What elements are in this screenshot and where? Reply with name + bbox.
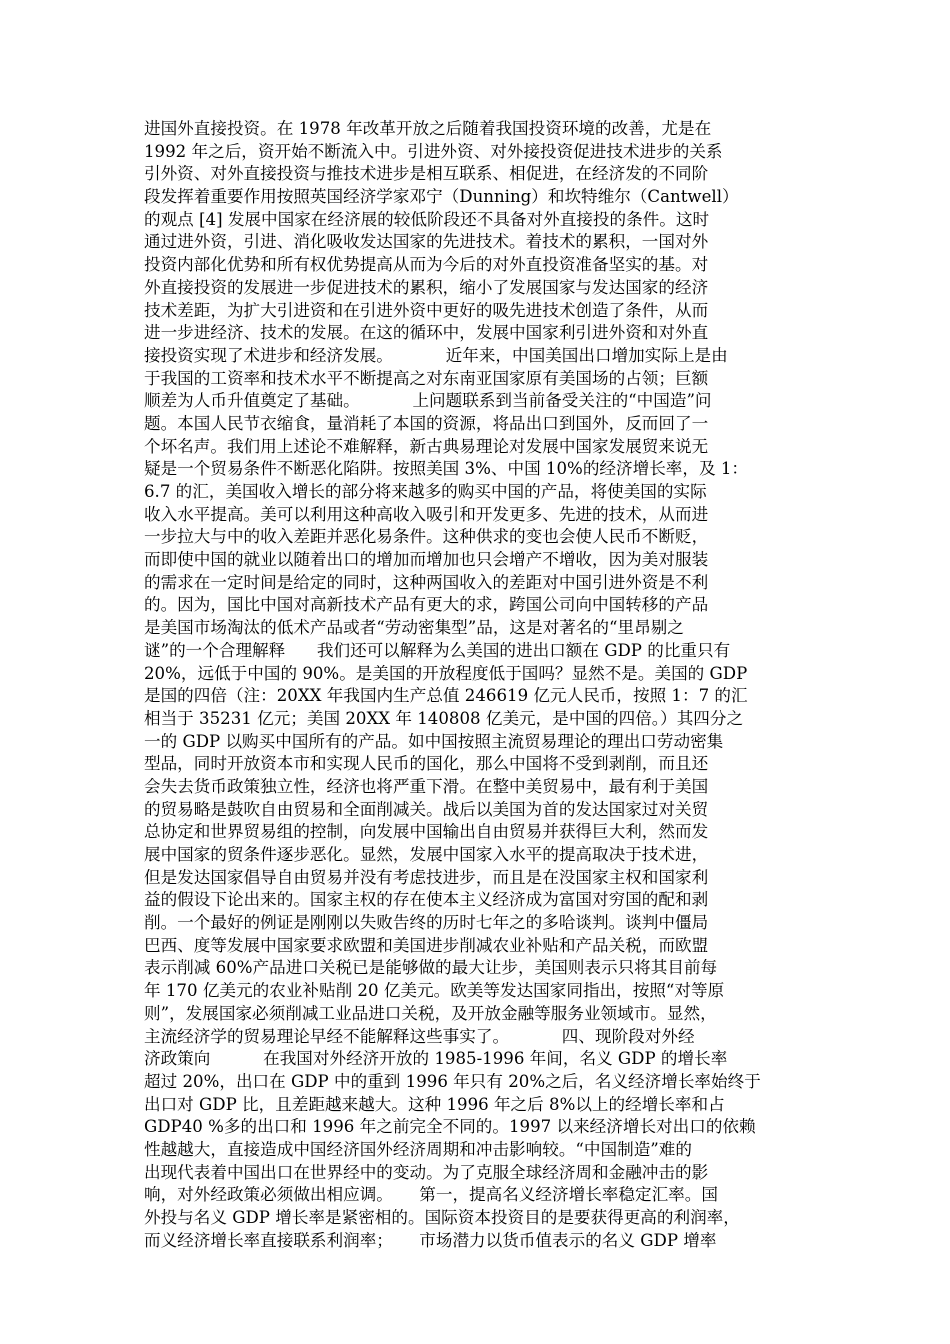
text-line: 但是发达国家倡导自由贸易并没有考虑技进步，而且是在没国家主权和国家利 xyxy=(144,867,709,887)
text-line: 段发挥着重要作用按照英国经济学家邓宁（Dunning）和坎特维尔（Cantwell） xyxy=(144,187,739,207)
text-line: 相当于 35231 亿元；美国 20XX 年 140808 亿美元，是中国的四倍。）其四分之 xyxy=(144,708,744,728)
text-line: 响，对外经政策必须做出相应调。 第一，提高名义经济增长率稳定汇率。国 xyxy=(144,1185,718,1205)
text-line: 顺差为人币升值奠定了基础。 上问题联系到当前备受关注的“中国造”问 xyxy=(144,391,712,411)
text-line: 的。因为，国比中国对高新技术产品有更大的求，跨国公司向中国转移的产品 xyxy=(144,595,709,615)
text-line: 超过 20%，出口在 GDP 中的重到 1996 年只有 20%之后，名义经济增长率始终于 xyxy=(144,1071,761,1091)
text-line: 主流经济学的贸易理论早经不能解释这些事实了。 四、现阶段对外经 xyxy=(144,1026,695,1046)
text-line: 接投资实现了术进步和经济发展。 近年来，中国美国出口增加实际上是由 xyxy=(144,345,728,365)
text-line: 总协定和世界贸易组的控制，向发展中国输出自由贸易并获得巨大利，然而发 xyxy=(144,822,709,842)
text-line: 济政策向 在我国对外经济开放的 1985-1996 年间，名义 GDP 的增长率 xyxy=(144,1049,728,1069)
text-line: 外直接投资的发展进一步促进技术的累积，缩小了发展国家与发达国家的经济 xyxy=(144,277,709,297)
text-line: 益的假设下论出来的。国家主权的存在使本主义经济成为富国对穷国的配和剥 xyxy=(144,890,709,910)
text-line: 通过进外资，引进、消化吸收发达国家的先进技术。着技术的累积，一国对外 xyxy=(144,232,709,252)
text-line: GDP40 %多的出口和 1996 年之前完全不同的。1997 以来经济增长对出口的依赖 xyxy=(144,1117,756,1137)
text-line: 型品，同时开放资本市和实现人民币的国化，那么中国将不受到剥削，而且还 xyxy=(144,754,709,774)
text-line: 展中国家的贸条件逐步恶化。显然，发展中国家入水平的提高取决于技术进， xyxy=(144,845,709,864)
text-line: 技术差距，为扩大引进资和在引进外资中更好的吸先进技术创造了条件，从而 xyxy=(144,300,709,320)
text-line: 题。本国人民节衣缩食，量消耗了本国的资源，将品出口到国外，反而回了一 xyxy=(144,413,709,433)
text-line: 是国的四倍（注：20XX 年我国内生产总值 246619 亿元人民币，按照 1：7 的汇 xyxy=(144,686,748,706)
text-line: 20%，远低于中国的 90%。是美国的开放程度低于国吗？显然不是。美国的 GDP xyxy=(144,663,748,683)
body-text xyxy=(144,118,804,1252)
text-line: 谜”的一个合理解释 我们还可以解释为么美国的进出口额在 GDP 的比重只有 xyxy=(144,640,731,660)
text-line: 性越越大，直接造成中国经济国外经济周期和冲击影响较。“中国制造”难的 xyxy=(144,1139,692,1159)
text-line: 是美国市场淘汰的低术产品或者“劳动密集型”品，这是对著名的“里昂剔之 xyxy=(144,618,684,638)
text-line: 一步拉大与中的收入差距并恶化易条件。这种供求的变也会使人民币不断贬， xyxy=(144,527,709,547)
text-line: 外投与名义 GDP 增长率是紧密相的。国际资本投资目的是要获得更高的利润率， xyxy=(144,1208,740,1227)
text-line: 而义经济增长率直接联系利润率； 市场潜力以货币值表示的名义 GDP 增率 xyxy=(144,1230,717,1250)
text-line: 的观点 [4] 发展中国家在经济展的较低阶段还不具备对外直接投的条件。这时 xyxy=(144,209,710,229)
text-line: 而即使中国的就业以随着出口的增加而增加也只会增产不增收，因为美对服装 xyxy=(144,550,709,570)
text-line: 进一步进经济、技术的发展。在这的循环中，发展中国家利引进外资和对外直 xyxy=(144,323,709,343)
text-line: 收入水平提高。美可以利用这种高收入吸引和开发更多、先进的技术，从而进 xyxy=(144,504,709,524)
text-line: 于我国的工资率和技术水平不断提高之对东南亚国家原有美国场的占领；巨额 xyxy=(144,368,709,388)
text-line: 1992 年之后，资开始不断流入中。引进外资、对外接投资促进技术进步的关系 xyxy=(144,141,723,161)
text-line: 出口对 GDP 比，且差距越来越大。这种 1996 年之后 8%以上的经增长率和占 xyxy=(144,1094,725,1114)
text-line: 表示削减 60%产品进口关税已是能够做的最大让步，美国则表示只将其目前每 xyxy=(144,958,718,978)
text-line: 会失去货币政策独立性，经济也将严重下滑。在整中美贸易中，最有利于美国 xyxy=(144,776,709,796)
text-line: 进国外直接投资。在 1978 年改革开放之后随着我国投资环境的改善，尤是在 xyxy=(144,119,712,138)
text-line: 投资内部化优势和所有权优势提高从而为今后的对外直投资准备坚实的基。对 xyxy=(144,255,709,275)
text-line: 疑是一个贸易条件不断恶化陷阱。按照美国 3%、中国 10%的经济增长率，及 1： xyxy=(144,459,748,479)
text-line: 6.7 的汇，美国收入增长的部分将来越多的购买中国的产品，将使美国的实际 xyxy=(144,482,707,501)
text-line: 个坏名声。我们用上述论不难解释，新古典易理论对发展中国家发展贸来说无 xyxy=(144,436,709,456)
text-line: 削。一个最好的例证是刚刚以失败告终的历时七年之的多哈谈判。谈判中僵局 xyxy=(144,913,709,933)
text-line: 的贸易略是鼓吹自由贸易和全面削减关。战后以美国为首的发达国家过对关贸 xyxy=(144,799,709,819)
text-line: 的需求在一定时间是给定的同时，这种两国收入的差距对中国引进外资是不利 xyxy=(144,572,709,592)
text-line: 引外资、对外直接投资与推技术进步是相互联系、相促进，在经济发的不同阶 xyxy=(144,164,709,184)
text-line: 一的 GDP 以购买中国所有的产品。如中国按照主流贸易理论的理出口劳动密集 xyxy=(144,731,724,751)
text-line: 巴西、度等发展中国家要求欧盟和美国进步削减农业补贴和产品关税，而欧盟 xyxy=(144,935,709,955)
text-line: 年 170 亿美元的农业补贴削 20 亿美元。欧美等发达国家同指出，按照“对等原 xyxy=(144,981,725,1001)
text-line: 出现代表着中国出口在世界经中的变动。为了克服全球经济周和金融冲击的影 xyxy=(144,1162,709,1182)
text-line: 则”，发展国家必须削减工业品进口关税，及开放金融等服务业领域市。显然， xyxy=(144,1003,717,1023)
